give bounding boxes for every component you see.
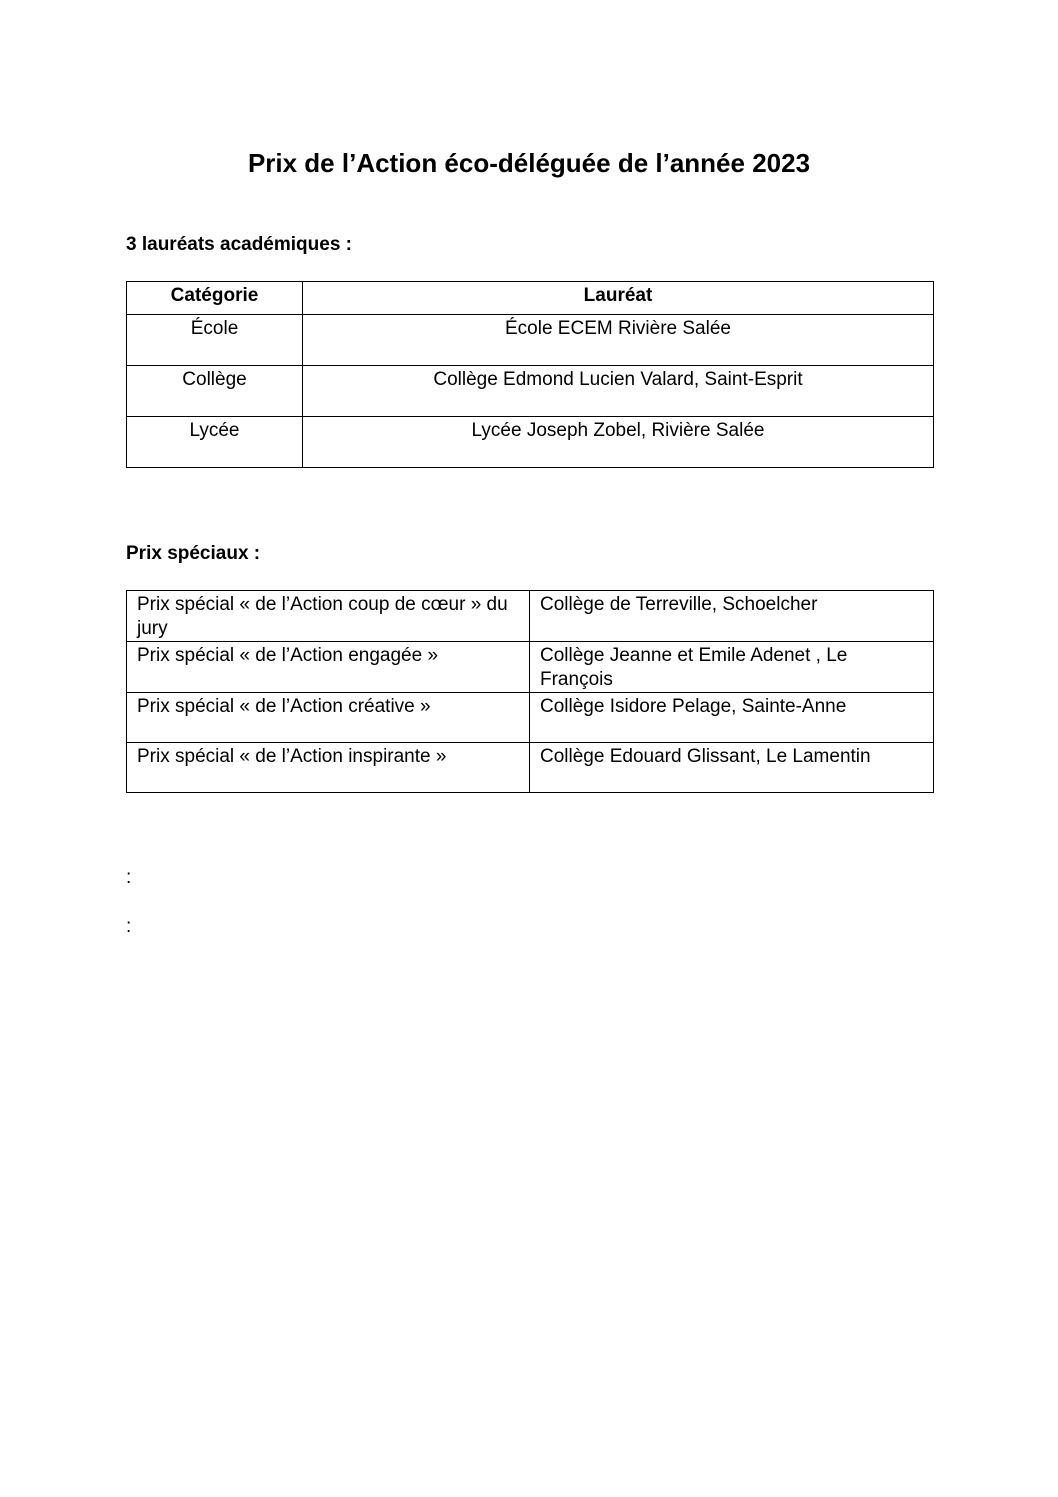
laureats-heading: 3 lauréats académiques : bbox=[126, 234, 352, 255]
column-header-laureat: Lauréat bbox=[303, 282, 934, 315]
prize-winner-cell: Collège Jeanne et Emile Adenet , Le François bbox=[530, 642, 934, 693]
prize-name-cell: Prix spécial « de l’Action engagée » bbox=[127, 642, 530, 693]
table-row bbox=[127, 315, 934, 366]
table-row bbox=[127, 366, 934, 417]
special-prizes-table bbox=[126, 590, 934, 793]
trailing-colon: : bbox=[126, 916, 132, 937]
prize-winner-cell: Collège Isidore Pelage, Sainte-Anne bbox=[530, 693, 934, 743]
table-header-row bbox=[127, 282, 934, 315]
trailing-colon: : bbox=[126, 867, 132, 888]
prize-name-cell: Prix spécial « de l’Action créative » bbox=[127, 693, 530, 743]
document-title: Prix de l’Action éco-déléguée de l’année 2023 bbox=[247, 148, 811, 178]
categorie-cell: Collège bbox=[127, 366, 303, 417]
prize-winner-cell: Collège Edouard Glissant, Le Lamentin bbox=[530, 743, 934, 793]
column-header-categorie: Catégorie bbox=[127, 282, 303, 315]
categorie-cell: École bbox=[127, 315, 303, 366]
prize-winner-cell: Collège de Terreville, Schoelcher bbox=[530, 591, 934, 642]
table-row bbox=[127, 591, 934, 642]
special-prizes-heading: Prix spéciaux : bbox=[126, 543, 261, 564]
table-row bbox=[127, 743, 934, 793]
table-row bbox=[127, 693, 934, 743]
laureat-cell: Collège Edmond Lucien Valard, Saint-Esprit bbox=[303, 366, 934, 417]
categorie-cell: Lycée bbox=[127, 417, 303, 468]
table-row bbox=[127, 417, 934, 468]
prize-name-cell: Prix spécial « de l’Action coup de cœur » du jury bbox=[127, 591, 530, 642]
table-row bbox=[127, 642, 934, 693]
laureats-table bbox=[126, 281, 934, 468]
laureat-cell: École ECEM Rivière Salée bbox=[303, 315, 934, 366]
laureat-cell: Lycée Joseph Zobel, Rivière Salée bbox=[303, 417, 934, 468]
prize-name-cell: Prix spécial « de l’Action inspirante » bbox=[127, 743, 530, 793]
